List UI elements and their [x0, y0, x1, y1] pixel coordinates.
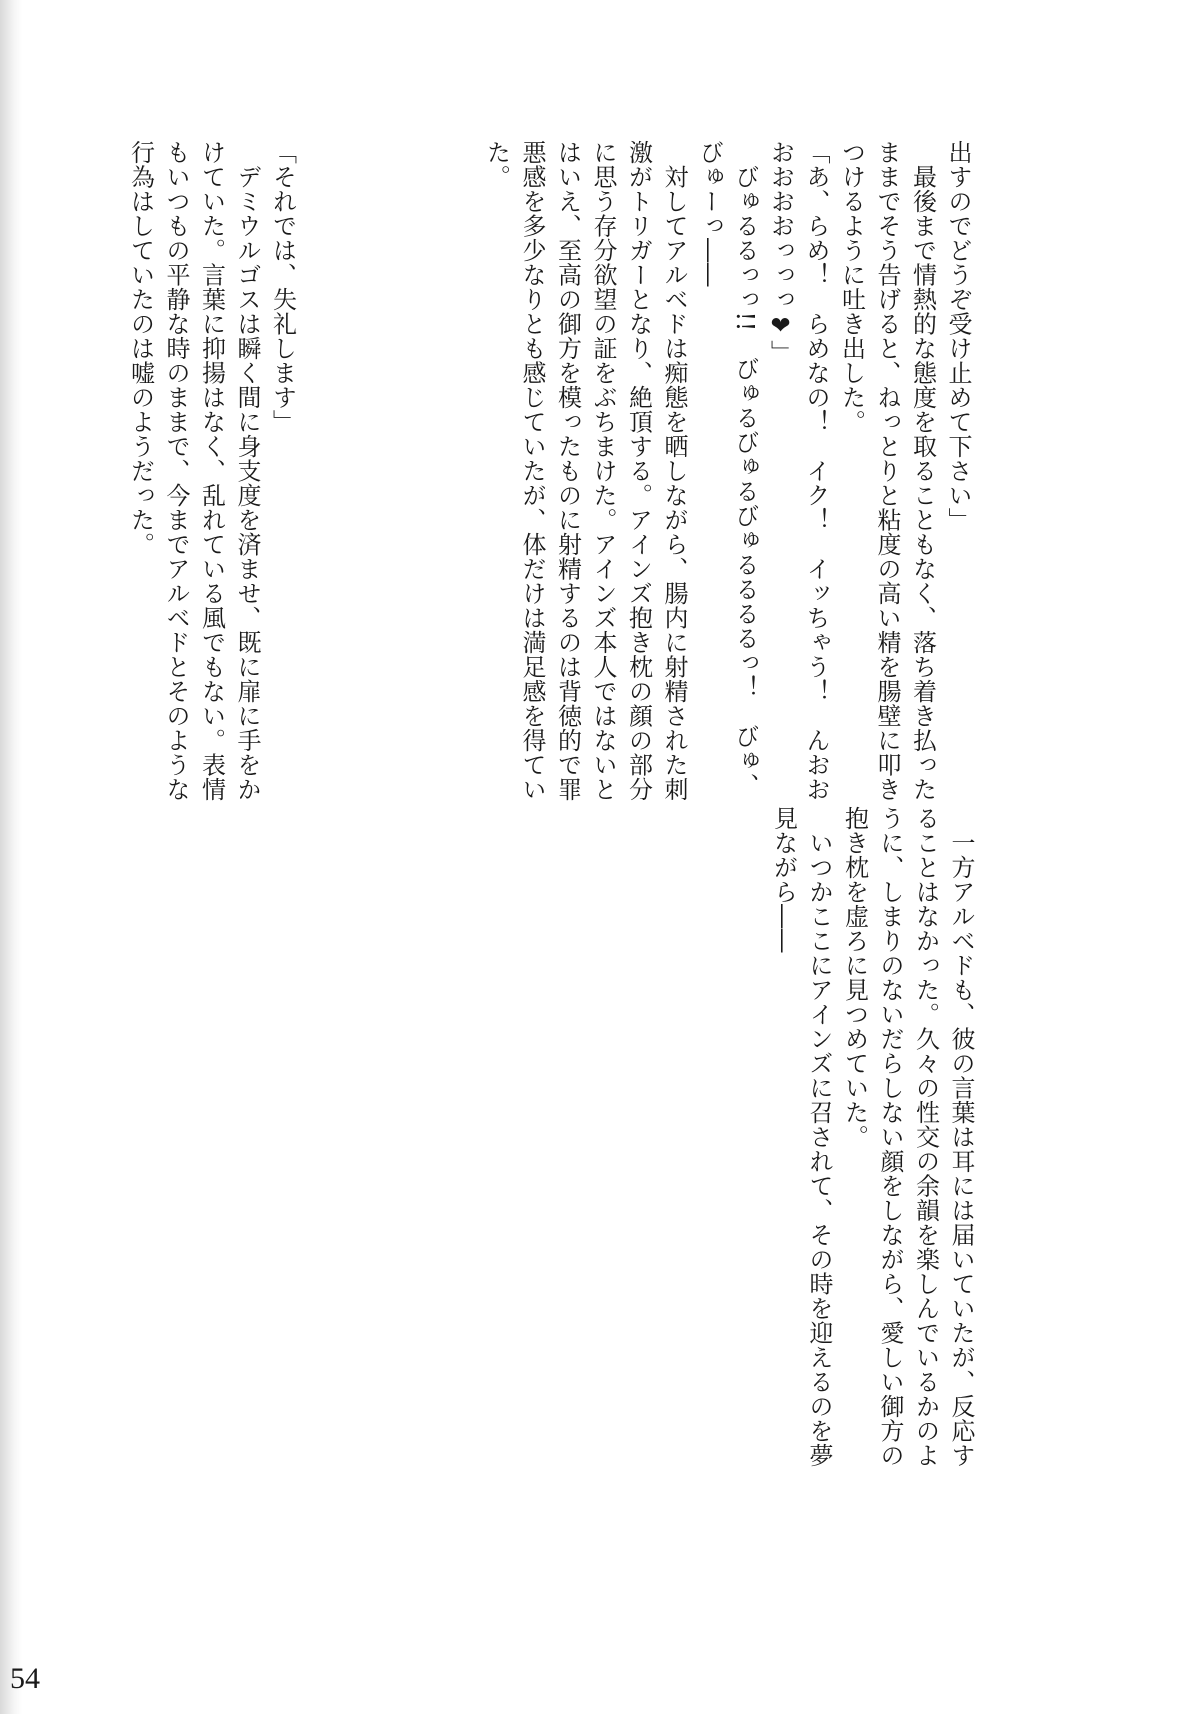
text-line: びゅーっ――	[695, 140, 724, 287]
text-line: 行為はしていたのは嘘のようだった。	[126, 140, 155, 557]
text-line: けていた。言葉に抑揚はなく、乱れている風でもない。表情	[197, 140, 226, 802]
text-line: おおおおっっっ❤」	[766, 140, 795, 365]
text-line: 抱き枕を虚ろに見つめていた。	[840, 806, 869, 1149]
text-line: ままでそう告げると、ねっとりと粘度の高い精を腸壁に叩き	[873, 140, 901, 802]
text-line: 出すのでどうぞ受け止めて下さい」	[944, 140, 972, 532]
scan-edge-shadow	[0, 0, 22, 1714]
text-line: はいえ、至高の御方を模ったものに射精するのは背徳的で罪	[553, 140, 582, 802]
text-line: びゅるるっっ!! びゅるびゅるびゅるるるるっ！ びゅ、	[731, 140, 759, 798]
text-line: うに、しまりのないだらしない顔をしながら、愛しい御方の	[876, 806, 904, 1468]
text-line: 激がトリガーとなり、絶頂する。アインズ抱き枕の顔の部分	[624, 140, 653, 802]
text-line: 対してアルベドは痴態を晒しながら、腸内に射精された刺	[660, 140, 688, 802]
text-line: た。	[482, 140, 511, 189]
text-line: つけるように吐き出した。	[837, 140, 866, 434]
text-line: デミウルゴスは瞬く間に身支度を済ませ、既に扉に手をか	[233, 140, 261, 802]
text-line: 「それでは、失礼します」	[268, 140, 297, 434]
text-line: もいつもの平静な時のままで、今までアルベドとそのような	[162, 140, 190, 802]
text-line: に思う存分欲望の証をぶちまけた。アインズ本人ではないと	[589, 140, 617, 802]
text-line: 最後まで情熱的な態度を取ることもなく、落ち着き払った	[908, 140, 937, 802]
text-line: ることはなかった。久々の性交の余韻を楽しんでいるかのよ	[911, 806, 940, 1468]
upper-text-block	[478, 140, 975, 802]
text-line: 見ながら――	[769, 806, 798, 953]
lower-right-text-block	[765, 806, 978, 1468]
text-line: 「あ、らめ！ らめなの！ イク！ イッちゃう！ んおお	[802, 140, 830, 802]
text-line: 一方アルベドも、彼の言葉は耳には届いていたが、反応す	[947, 806, 975, 1468]
page-number: 54	[10, 1662, 40, 1695]
text-line: いつかここにアインズに召されて、その時を迎えるのを夢	[805, 806, 833, 1468]
text-line: 悪感を多少なりとも感じていたが、体だけは満足感を得てい	[518, 140, 546, 802]
left-text-block	[122, 140, 300, 802]
